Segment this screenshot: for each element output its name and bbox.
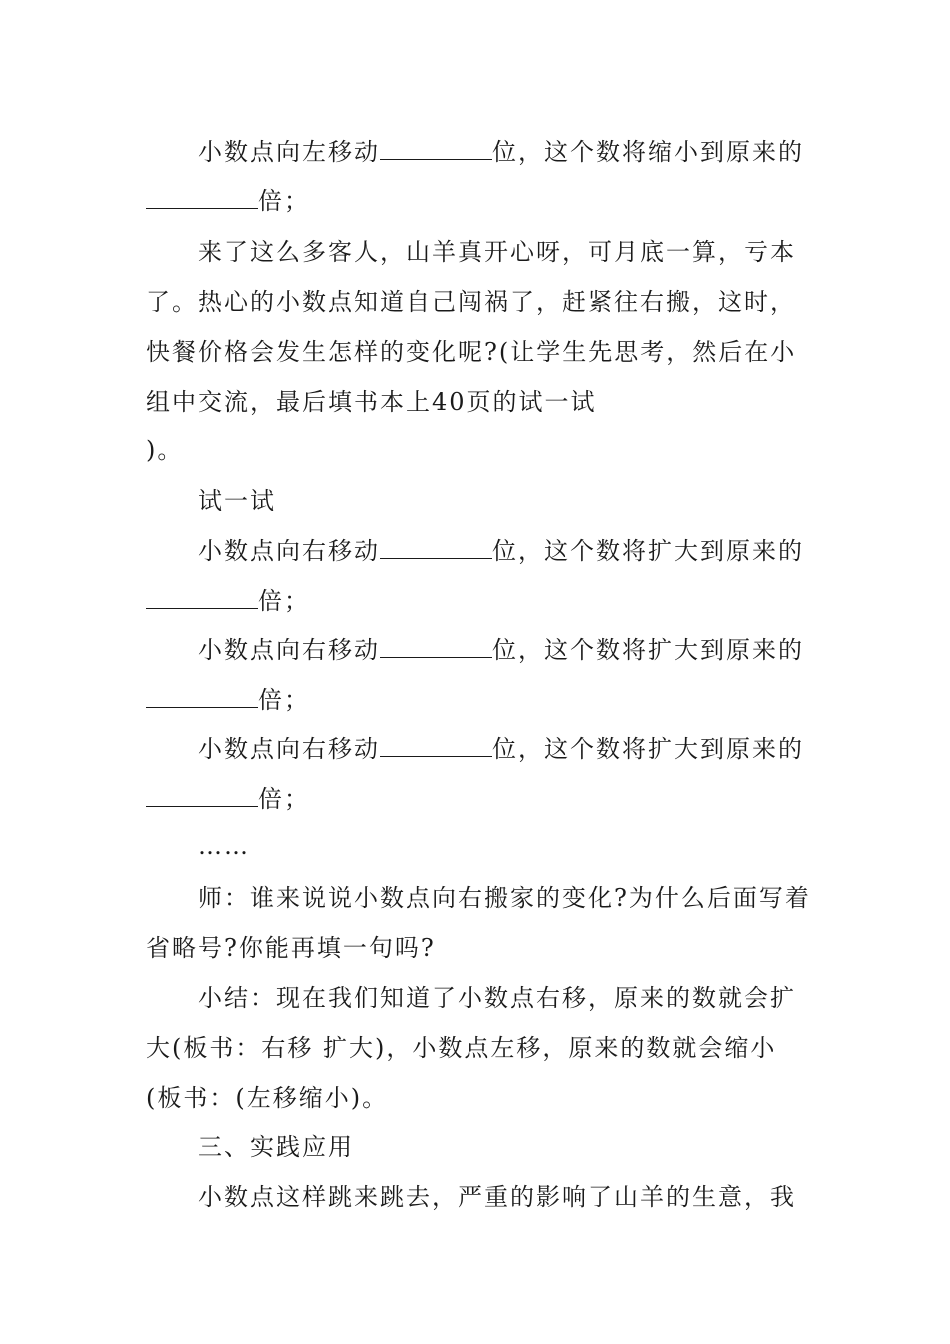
summary-line: 大(板书：右移 扩大)，小数点左移，原来的数就会缩小 [146,1034,777,1062]
paragraph-line: )。 [146,436,184,464]
summary-line: (板书：(左移缩小)。 [146,1084,389,1112]
left-move-line-2 [146,185,310,217]
right-move-line-2 [146,684,310,716]
text-segment: 小数点向右移动 [198,537,380,565]
fill-blank[interactable] [146,186,258,209]
fill-blank[interactable] [146,784,258,807]
text-segment: 位，这个数将扩大到原来的 [492,735,804,763]
text-segment: 位，这个数将缩小到原来的 [492,138,804,166]
fill-blank[interactable] [380,734,492,757]
fill-blank[interactable] [380,536,492,559]
fill-blank[interactable] [380,137,492,160]
trial-heading: 试一试 [198,487,276,515]
fill-blank[interactable] [380,635,492,658]
text-segment: 小数点向右移动 [198,735,380,763]
left-move-line [198,136,804,168]
ellipsis: …… [198,832,250,860]
text-segment: 倍； [258,785,310,813]
text-segment: 小数点向左移动 [198,138,380,166]
text-segment: 倍； [258,587,310,615]
right-move-line-2 [146,783,310,815]
right-move-line [198,634,804,666]
text-segment: 倍； [258,187,310,215]
text-segment: 倍； [258,686,310,714]
text-segment: 位，这个数将扩大到原来的 [492,636,804,664]
paragraph-line: 师：谁来说说小数点向右搬家的变化?为什么后面写着 [198,884,811,912]
right-move-line [198,535,804,567]
paragraph-line: 快餐价格会发生怎样的变化呢?(让学生先思考，然后在小 [146,338,797,366]
summary-line: 小结：现在我们知道了小数点右移，原来的数就会扩 [198,984,796,1012]
section-heading: 三、实践应用 [198,1133,354,1161]
paragraph-line: 来了这么多客人，山羊真开心呀，可月底一算，亏本 [198,238,796,266]
right-move-line-2 [146,585,310,617]
paragraph-line: 了。热心的小数点知道自己闯祸了，赶紧往右搬，这时， [146,288,796,316]
fill-blank[interactable] [146,685,258,708]
fill-blank[interactable] [146,586,258,609]
paragraph-line: 省略号?你能再填一句吗? [146,934,436,962]
text-segment: 位，这个数将扩大到原来的 [492,537,804,565]
right-move-line [198,733,804,765]
paragraph-line: 组中交流，最后填书本上40页的试一试 [146,388,597,416]
text-segment: 小数点向右移动 [198,636,380,664]
paragraph-line: 小数点这样跳来跳去，严重的影响了山羊的生意，我 [198,1183,796,1211]
